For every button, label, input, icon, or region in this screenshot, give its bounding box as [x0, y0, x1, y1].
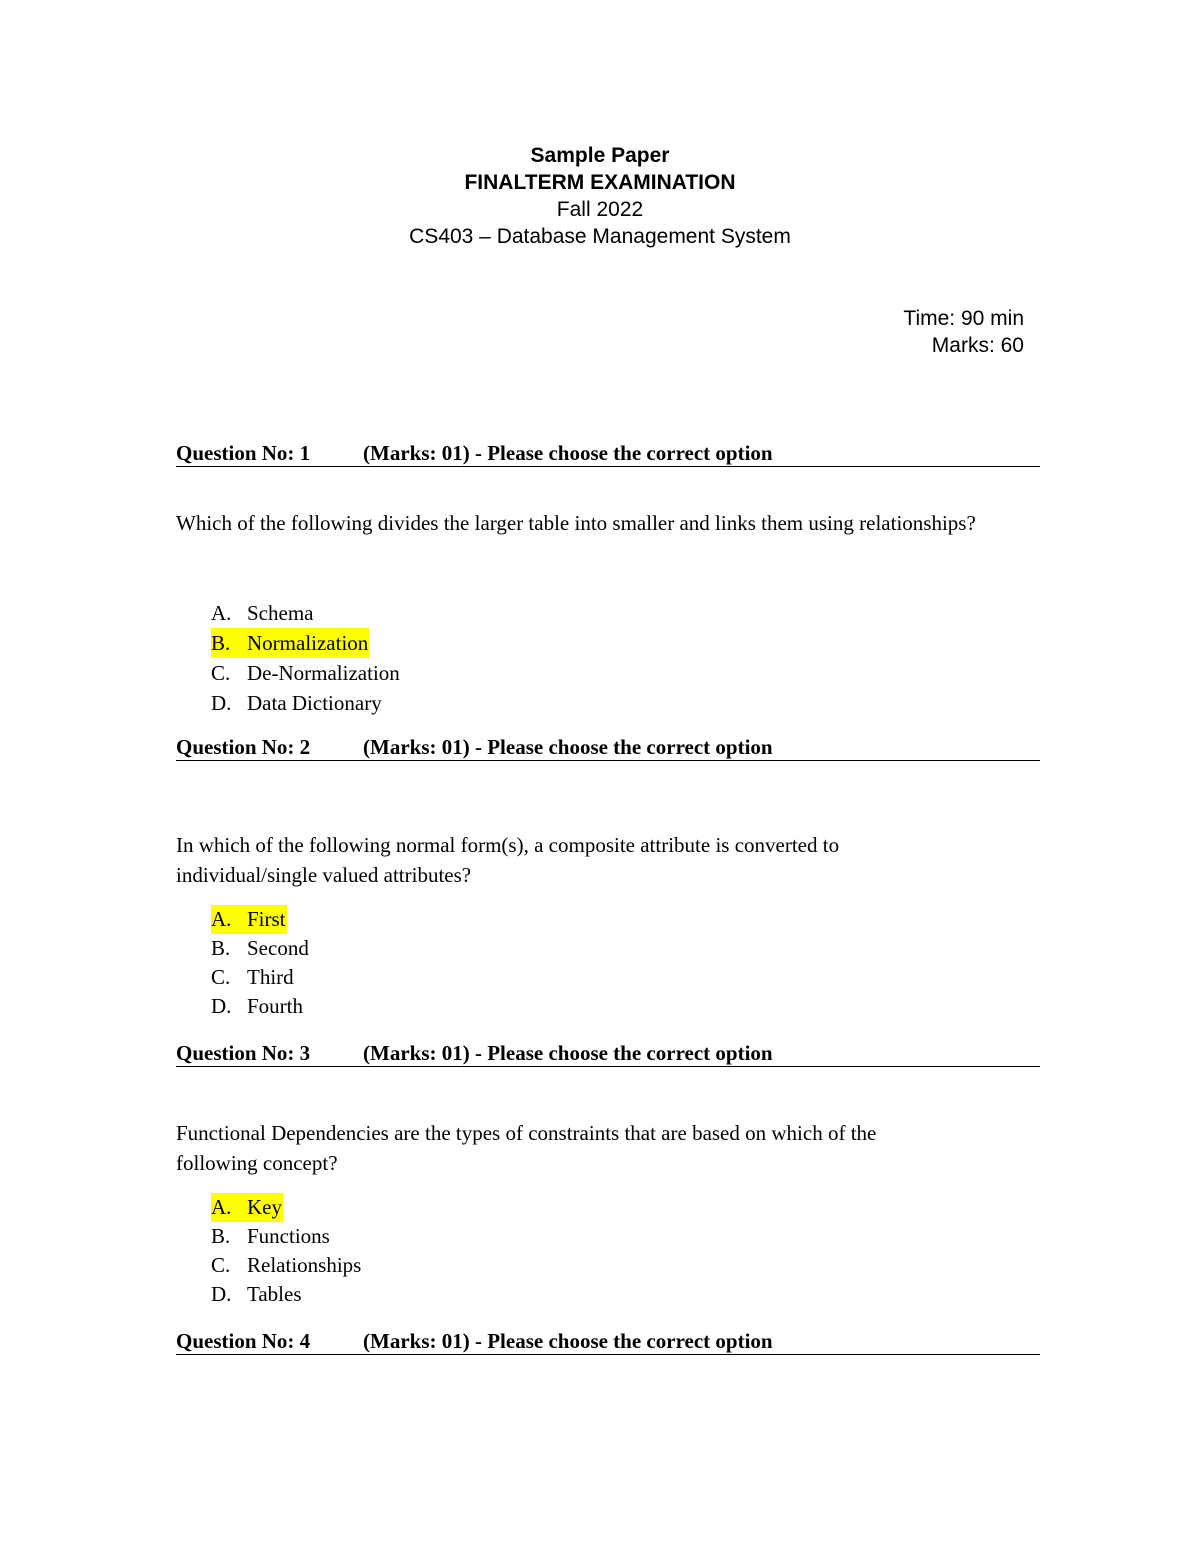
question-number: Question No: 3	[176, 1041, 311, 1065]
question-2-options	[211, 905, 310, 1021]
exam-title: FINALTERM EXAMINATION	[464, 171, 736, 194]
option-b: B. Second	[211, 936, 309, 960]
option-d: D. Tables	[211, 1282, 302, 1306]
option-d: D. Data Dictionary	[211, 691, 382, 715]
exam-term: Fall 2022	[556, 198, 644, 221]
exam-time: Time: 90 min	[903, 307, 1024, 330]
question-marks-label: (Marks: 01) - Please choose the correct option	[363, 1041, 773, 1065]
question-1-options	[211, 598, 401, 718]
question-3-text: Functional Dependencies are the types of constraints that are based on which of the following concept?	[176, 1121, 877, 1175]
option-c: C. Relationships	[211, 1253, 362, 1277]
question-1-header	[176, 440, 1040, 467]
question-number: Question No: 1	[176, 441, 311, 465]
paper-label: Sample Paper	[530, 144, 670, 167]
question-marks-label: (Marks: 01) - Please choose the correct option	[363, 735, 773, 759]
course-title: CS403 – Database Management System	[409, 225, 791, 248]
question-marks-label: (Marks: 01) - Please choose the correct option	[363, 1329, 773, 1353]
option-c: C. Third	[211, 965, 294, 989]
option-b-correct: B. Normalization	[211, 628, 401, 658]
question-1-text: Which of the following divides the larger table into smaller and links them using relationships?	[176, 511, 976, 535]
question-marks-label: (Marks: 01) - Please choose the correct option	[363, 441, 773, 465]
question-3-header	[176, 1040, 1040, 1067]
question-3-options	[211, 1193, 362, 1309]
option-c: C. De-Normalization	[211, 661, 400, 685]
exam-marks: Marks: 60	[931, 334, 1024, 357]
question-number: Question No: 2	[176, 735, 311, 759]
option-a-correct: A. First	[211, 905, 310, 934]
question-2-header	[176, 734, 1040, 761]
option-b: B. Functions	[211, 1224, 330, 1248]
option-a: A. Schema	[211, 601, 314, 625]
question-number: Question No: 4	[176, 1329, 311, 1353]
option-d: D. Fourth	[211, 994, 304, 1018]
option-a-correct: A. Key	[211, 1193, 362, 1222]
question-2-text: In which of the following normal form(s), a composite attribute is converted to individual/single valued attributes?	[176, 833, 840, 887]
question-4-header	[176, 1328, 1040, 1355]
